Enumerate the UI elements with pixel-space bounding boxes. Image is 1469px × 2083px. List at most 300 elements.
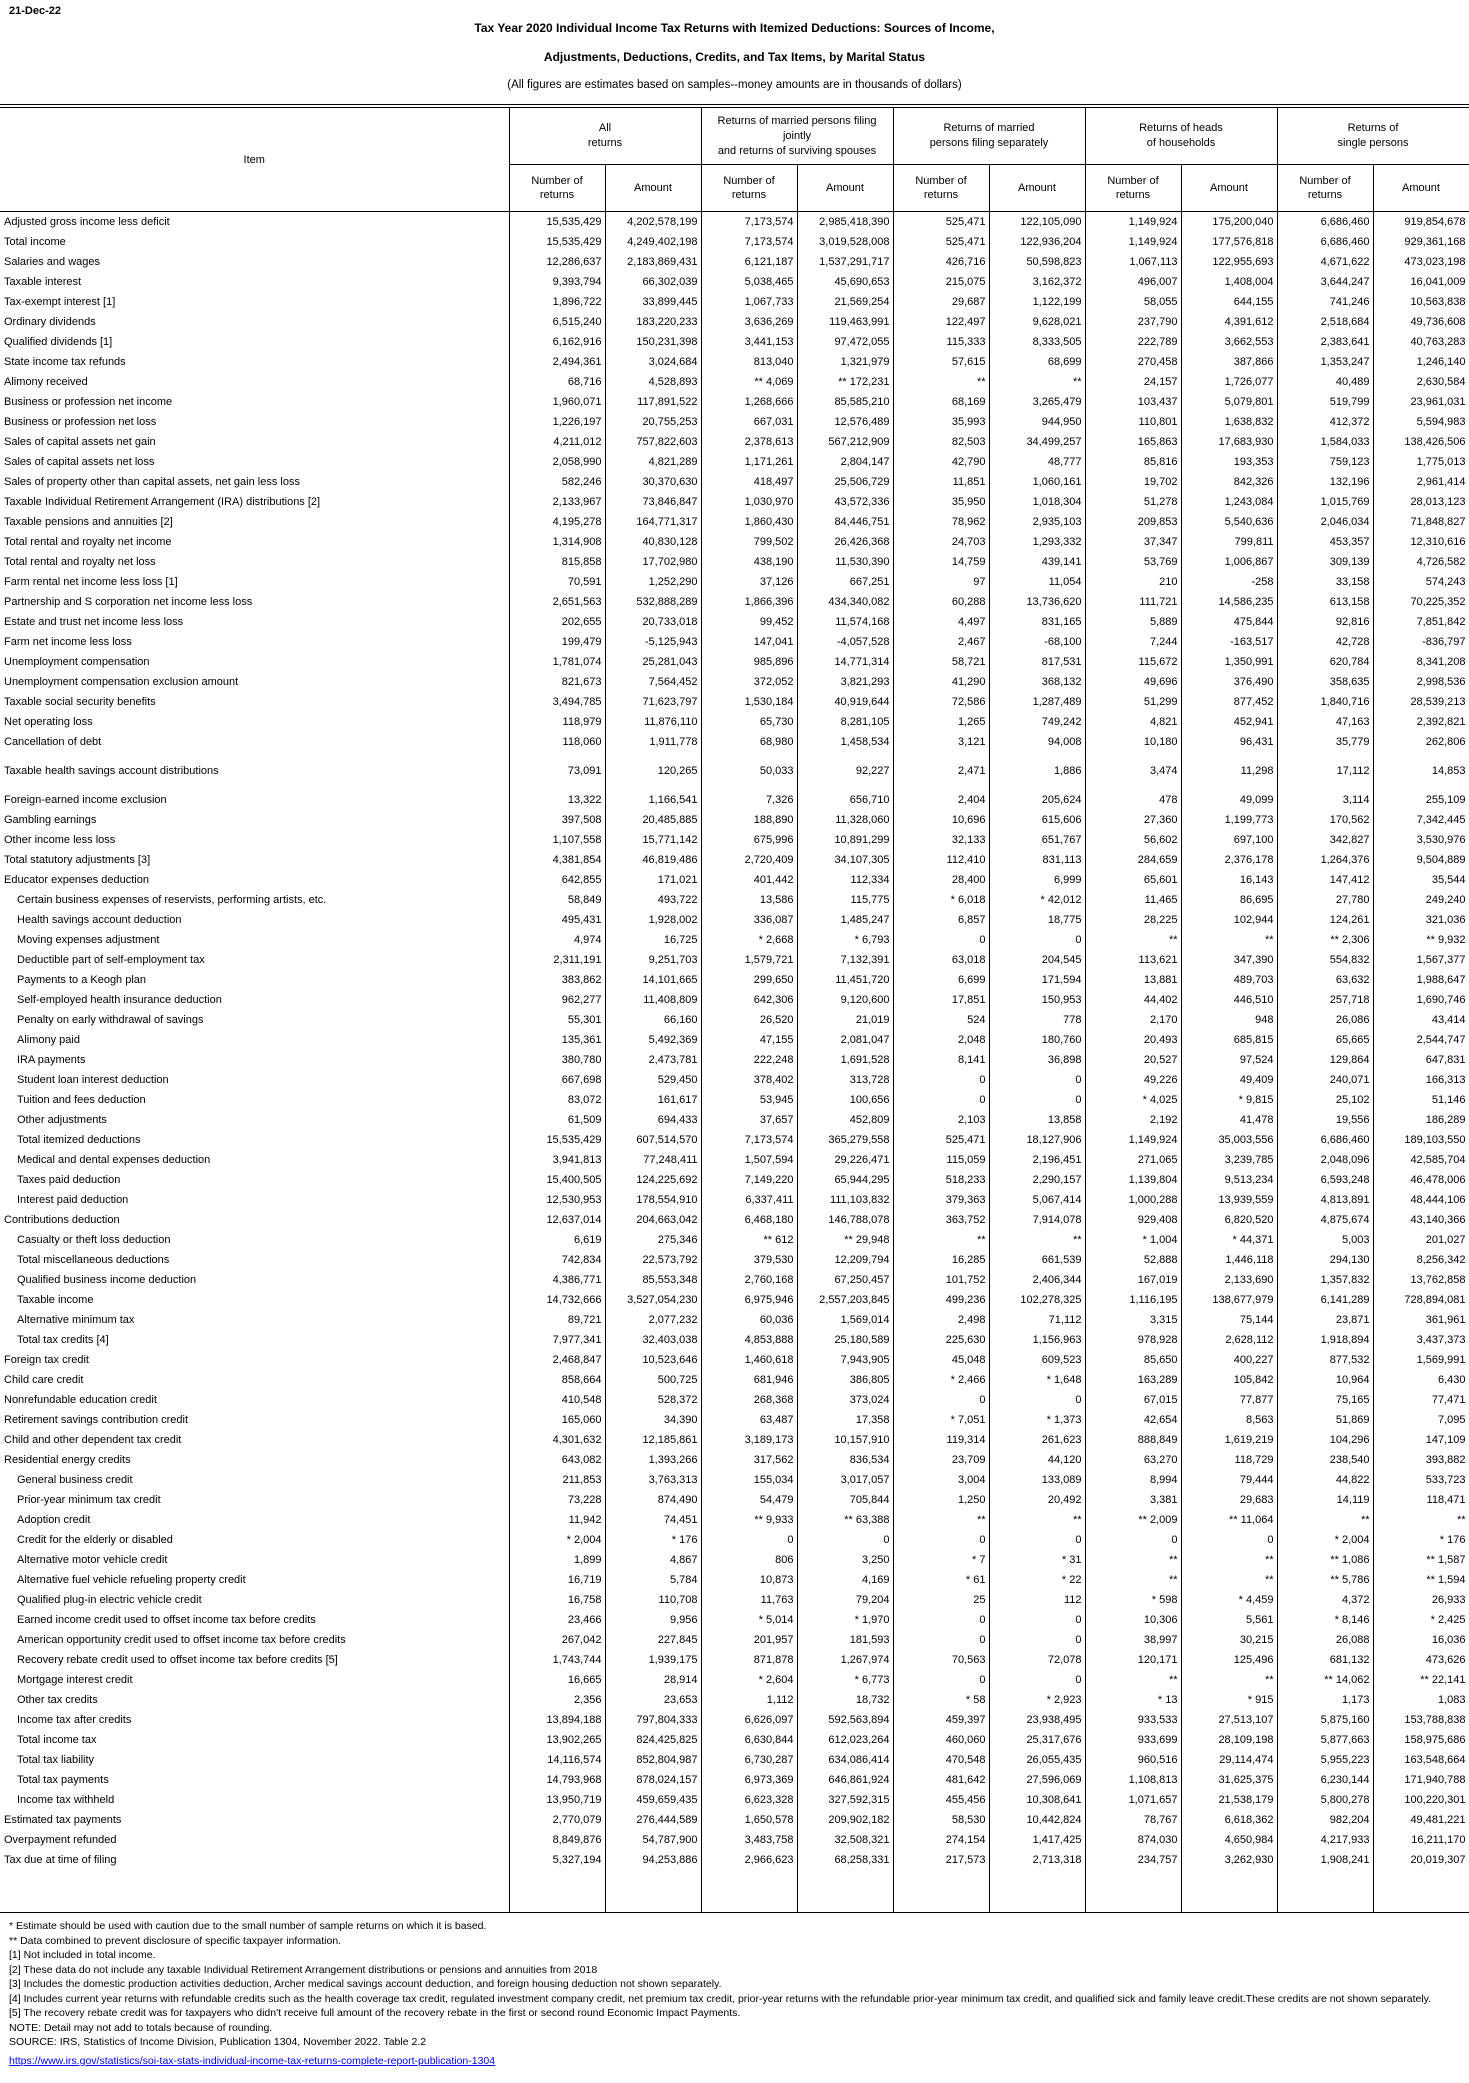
row-label: State income tax refunds (4, 356, 126, 368)
cell-value: ** (1181, 1670, 1277, 1690)
cell-value: 426,716 (893, 252, 989, 272)
cell-value: 0 (893, 1090, 989, 1110)
cell-value: 177,576,818 (1181, 232, 1277, 252)
cell-value: 2,196,451 (989, 1150, 1085, 1170)
cell-value: 85,816 (1085, 452, 1181, 472)
cell-value: 365,279,558 (797, 1130, 893, 1150)
table-row (0, 1070, 1469, 1090)
cell-value: 919,854,678 (1373, 212, 1469, 233)
cell-value: 26,088 (1277, 1630, 1373, 1650)
table-row (0, 890, 1469, 910)
cell-value: 1,112 (701, 1690, 797, 1710)
cell-value: 10,157,910 (797, 1430, 893, 1450)
cell-value: 112,410 (893, 850, 989, 870)
cell-value: 23,709 (893, 1450, 989, 1470)
cell-value: 122,936,204 (989, 232, 1085, 252)
table-row (0, 1610, 1469, 1630)
cell-value: ** (893, 1230, 989, 1250)
cell-value: 178,554,910 (605, 1190, 701, 1210)
table-row (0, 761, 1469, 781)
cell-value: 11,054 (989, 572, 1085, 592)
cell-value: 20,733,018 (605, 612, 701, 632)
cell-value: 70,225,352 (1373, 592, 1469, 612)
cell-value: 227,845 (605, 1630, 701, 1650)
row-label: Total tax liability (17, 1754, 95, 1766)
cell-value: * 6,018 (893, 890, 989, 910)
cell-value: 7,244 (1085, 632, 1181, 652)
table-row (0, 850, 1469, 870)
cell-value: 100,656 (797, 1090, 893, 1110)
cell-value: 37,657 (701, 1110, 797, 1130)
cell-value: 13,586 (701, 890, 797, 910)
cell-value: 42,790 (893, 452, 989, 472)
cell-value: 2,804,147 (797, 452, 893, 472)
cell-value (1181, 1870, 1277, 1913)
cell-value: 20,527 (1085, 1050, 1181, 1070)
cell-value: 67,015 (1085, 1390, 1181, 1410)
cell-value: 1,446,118 (1181, 1250, 1277, 1270)
row-label: Alimony received (4, 376, 88, 388)
cell-value: 7,132,391 (797, 950, 893, 970)
cell-value: 1,353,247 (1277, 352, 1373, 372)
spacer-row (0, 752, 1469, 761)
cell-value: 97,524 (1181, 1050, 1277, 1070)
cell-value: 122,105,090 (989, 212, 1085, 233)
row-label: Taxable social security benefits (4, 696, 156, 708)
cell-value: 124,261 (1277, 910, 1373, 930)
report-title-line-2: Adjustments, Deductions, Credits, and Tax Items, by Marital Status (543, 50, 926, 64)
cell-value: 222,248 (701, 1050, 797, 1070)
table-row (0, 272, 1469, 292)
cell-value: 3,162,372 (989, 272, 1085, 292)
row-label: Payments to a Keogh plan (17, 974, 147, 986)
cell-value (1085, 781, 1181, 790)
cell-value: 32,508,321 (797, 1830, 893, 1850)
cell-value: 11,298 (1181, 761, 1277, 781)
report-subtitle: (All figures are estimates based on samples--money amounts are in thousands of dollars) (507, 79, 962, 91)
cell-value: 30,215 (1181, 1630, 1277, 1650)
cell-value: 1,650,578 (701, 1810, 797, 1830)
report-title-line-1: Tax Year 2020 Individual Income Tax Returns with Itemized Deductions: Sources of Income, (474, 21, 995, 35)
cell-value: 97,472,055 (797, 332, 893, 352)
table-row (0, 432, 1469, 452)
cell-value: 2,170 (1085, 1010, 1181, 1030)
row-label: Certain business expenses of reservists, performing artists, etc. (17, 894, 327, 906)
cell-value: 8,994 (1085, 1470, 1181, 1490)
cell-value: 115,672 (1085, 652, 1181, 672)
cell-value: 705,844 (797, 1490, 893, 1510)
cell-value: 70,591 (509, 572, 605, 592)
cell-value: 0 (1085, 1530, 1181, 1550)
cell-value: 7,977,341 (509, 1330, 605, 1350)
cell-value: 1,264,376 (1277, 850, 1373, 870)
row-label: Other tax credits (17, 1694, 98, 1706)
cell-value: * 1,970 (797, 1610, 893, 1630)
cell-value: 65,730 (701, 712, 797, 732)
cell-value: 1,321,979 (797, 352, 893, 372)
cell-value: 73,846,847 (605, 492, 701, 512)
cell-value: 0 (989, 1610, 1085, 1630)
stats-table (0, 104, 1469, 1913)
cell-value: 363,752 (893, 1210, 989, 1230)
cell-value: 10,308,641 (989, 1790, 1085, 1810)
cell-value: 8,563 (1181, 1410, 1277, 1430)
cell-value: 77,877 (1181, 1390, 1277, 1410)
cell-value: 2,713,318 (989, 1850, 1085, 1870)
cell-value: 3,636,269 (701, 312, 797, 332)
cell-value: 171,021 (605, 870, 701, 890)
cell-value: 110,801 (1085, 412, 1181, 432)
cell-value: 2,081,047 (797, 1030, 893, 1050)
footnotes-block (9, 1920, 1464, 2050)
cell-value: 15,535,429 (509, 1130, 605, 1150)
cell-value: 6,973,369 (701, 1770, 797, 1790)
cell-value: 533,723 (1373, 1470, 1469, 1490)
cell-value: 65,601 (1085, 870, 1181, 890)
cell-value: 115,333 (893, 332, 989, 352)
cell-value: 43,414 (1373, 1010, 1469, 1030)
row-label: Total itemized deductions (17, 1134, 141, 1146)
cell-value: 22,573,792 (605, 1250, 701, 1270)
cell-value (1085, 1870, 1181, 1913)
row-label: Casualty or theft loss deduction (17, 1234, 171, 1246)
cell-value: 7,095 (1373, 1410, 1469, 1430)
cell-value: 78,767 (1085, 1810, 1181, 1830)
cell-value: 642,306 (701, 990, 797, 1010)
cell-value: 119,314 (893, 1430, 989, 1450)
row-label: Taxable health savings account distributions (4, 765, 219, 777)
cell-value: 1,030,970 (701, 492, 797, 512)
cell-value: 222,789 (1085, 332, 1181, 352)
cell-value: 51,869 (1277, 1410, 1373, 1430)
cell-value: 3,530,976 (1373, 830, 1469, 850)
cell-value: 28,914 (605, 1670, 701, 1690)
table-row (0, 930, 1469, 950)
cell-value: 524 (893, 1010, 989, 1030)
cell-value: 2,557,203,845 (797, 1290, 893, 1310)
cell-value: 146,788,078 (797, 1210, 893, 1230)
cell-value: 1,122,199 (989, 292, 1085, 312)
cell-value: 63,632 (1277, 970, 1373, 990)
row-label: Child care credit (4, 1374, 84, 1386)
table-row (0, 1710, 1469, 1730)
cell-value: 24,157 (1085, 372, 1181, 392)
cell-value: 2,935,103 (989, 512, 1085, 532)
cell-value: 13,939,559 (1181, 1190, 1277, 1210)
cell-value: 3,189,173 (701, 1430, 797, 1450)
row-label: Estimated tax payments (4, 1814, 122, 1826)
cell-value: 9,628,021 (989, 312, 1085, 332)
table-row (0, 1190, 1469, 1210)
cell-value (1277, 752, 1373, 761)
cell-value (1181, 781, 1277, 790)
cell-value: 53,769 (1085, 552, 1181, 572)
cell-value: 3,821,293 (797, 672, 893, 692)
cell-value: ** (1085, 1550, 1181, 1570)
cell-value: 13,894,188 (509, 1710, 605, 1730)
cell-value: 1,268,666 (701, 392, 797, 412)
cell-value: 117,891,522 (605, 392, 701, 412)
cell-value: ** 14,062 (1277, 1670, 1373, 1690)
cell-value: 2,494,361 (509, 352, 605, 372)
cell-value: 0 (989, 1390, 1085, 1410)
cell-value: 327,592,315 (797, 1790, 893, 1810)
row-label: Total miscellaneous deductions (17, 1254, 170, 1266)
row-label: Interest paid deduction (17, 1194, 129, 1206)
cell-value: 0 (893, 1530, 989, 1550)
row-label: Contributions deduction (4, 1214, 120, 1226)
cell-value: * 176 (605, 1530, 701, 1550)
cell-value: 2,383,641 (1277, 332, 1373, 352)
cell-value: 651,767 (989, 830, 1085, 850)
cell-value: * 2,004 (509, 1530, 605, 1550)
cell-value: 317,562 (701, 1450, 797, 1470)
subheader-number-of-returns-heads-of-households: Number of returns (1085, 165, 1181, 212)
table-row (0, 1570, 1469, 1590)
cell-value: 20,485,885 (605, 810, 701, 830)
cell-value: 2,544,747 (1373, 1030, 1469, 1050)
cell-value: 1,530,184 (701, 692, 797, 712)
cell-value (797, 1870, 893, 1913)
cell-value: 3,262,930 (1181, 1850, 1277, 1870)
cell-value: 60,036 (701, 1310, 797, 1330)
row-label: Foreign-earned income exclusion (4, 794, 167, 806)
cell-value: 9,393,794 (509, 272, 605, 292)
cell-value: 3,494,785 (509, 692, 605, 712)
table-row (0, 372, 1469, 392)
cell-value: 4,867 (605, 1550, 701, 1570)
cell-value: 878,024,157 (605, 1770, 701, 1790)
cell-value: 871,878 (701, 1650, 797, 1670)
cell-value: 6,593,248 (1277, 1170, 1373, 1190)
cell-value: 15,535,429 (509, 212, 605, 233)
cell-value: 3,315 (1085, 1310, 1181, 1330)
cell-value (701, 752, 797, 761)
cell-value: 65,944,295 (797, 1170, 893, 1190)
table-row (0, 1810, 1469, 1830)
cell-value: 4,821,289 (605, 452, 701, 472)
row-label: Total income (4, 236, 66, 248)
cell-value: 25 (893, 1590, 989, 1610)
subheader-number-of-returns-married-separate: Number of returns (893, 165, 989, 212)
cell-value: 2,133,967 (509, 492, 605, 512)
cell-value: 525,471 (893, 232, 989, 252)
cell-value: 43,572,336 (797, 492, 893, 512)
cell-value: 1,243,084 (1181, 492, 1277, 512)
cell-value: 410,548 (509, 1390, 605, 1410)
cell-value: 112 (989, 1590, 1085, 1610)
cell-value: 199,479 (509, 632, 605, 652)
table-row (0, 552, 1469, 572)
cell-value: 5,800,278 (1277, 1790, 1373, 1810)
cell-value: * 42,012 (989, 890, 1085, 910)
cell-value: 34,499,257 (989, 432, 1085, 452)
table-row (0, 1150, 1469, 1170)
cell-value: 10,442,824 (989, 1810, 1085, 1830)
cell-value: 204,545 (989, 950, 1085, 970)
cell-value (1373, 781, 1469, 790)
cell-value: 211,853 (509, 1470, 605, 1490)
cell-value: 1,015,769 (1277, 492, 1373, 512)
cell-value: 28,013,123 (1373, 492, 1469, 512)
row-label: Total income tax (17, 1734, 97, 1746)
cell-value: * 2,923 (989, 1690, 1085, 1710)
cell-value: 1,149,924 (1085, 1130, 1181, 1150)
cell-value: * 6,793 (797, 930, 893, 950)
cell-value: 1,908,241 (1277, 1850, 1373, 1870)
cell-value: ** (893, 372, 989, 392)
cell-value: 27,596,069 (989, 1770, 1085, 1790)
cell-value: 3,265,479 (989, 392, 1085, 412)
cell-value: 1,246,140 (1373, 352, 1469, 372)
cell-value: ** (1085, 1570, 1181, 1590)
cell-value: 2,770,079 (509, 1810, 605, 1830)
table-row (0, 292, 1469, 312)
cell-value: ** 11,064 (1181, 1510, 1277, 1530)
cell-value: 96,431 (1181, 732, 1277, 752)
cell-value: 615,606 (989, 810, 1085, 830)
cell-value: 9,120,600 (797, 990, 893, 1010)
cell-value: 49,736,608 (1373, 312, 1469, 332)
table-row (0, 1230, 1469, 1250)
cell-value: 50,598,823 (989, 252, 1085, 272)
row-label: Income tax withheld (17, 1794, 115, 1806)
table-row (0, 910, 1469, 930)
cell-value: 667,698 (509, 1070, 605, 1090)
cell-value: 72,586 (893, 692, 989, 712)
cell-value (797, 752, 893, 761)
subheader-amount-single: Amount (1373, 165, 1469, 212)
cell-value: 217,573 (893, 1850, 989, 1870)
row-label: American opportunity credit used to offset income tax before credits (17, 1634, 346, 1646)
row-label: Sales of capital assets net gain (4, 436, 156, 448)
cell-value: 189,103,550 (1373, 1130, 1469, 1150)
cell-value: 358,635 (1277, 672, 1373, 692)
cell-value: 262,806 (1373, 732, 1469, 752)
cell-value: 3,441,153 (701, 332, 797, 352)
cell-value: 85,585,210 (797, 392, 893, 412)
table-row (0, 352, 1469, 372)
cell-value: 204,663,042 (605, 1210, 701, 1230)
cell-value: 35,993 (893, 412, 989, 432)
cell-value: 135,361 (509, 1030, 605, 1050)
cell-value: 21,019 (797, 1010, 893, 1030)
cell-value: 321,036 (1373, 910, 1469, 930)
cell-value (701, 1870, 797, 1913)
cell-value: 113,621 (1085, 950, 1181, 970)
cell-value: 2,471 (893, 761, 989, 781)
cell-value: 1,267,974 (797, 1650, 893, 1670)
cell-value: 10,563,838 (1373, 292, 1469, 312)
cell-value: 778 (989, 1010, 1085, 1030)
cell-value: 36,898 (989, 1050, 1085, 1070)
row-label (0, 1870, 509, 1913)
cell-value: 1,417,425 (989, 1830, 1085, 1850)
row-label: Unemployment compensation exclusion amount (4, 676, 239, 688)
cell-value: 138,677,979 (1181, 1290, 1277, 1310)
cell-value: 379,363 (893, 1190, 989, 1210)
row-label: Total rental and royalty net loss (4, 556, 156, 568)
cell-value: 1,156,963 (989, 1330, 1085, 1350)
cell-value: 473,023,198 (1373, 252, 1469, 272)
table-row (0, 232, 1469, 252)
cell-value: 9,513,234 (1181, 1170, 1277, 1190)
cell-value: 47,155 (701, 1030, 797, 1050)
cell-value: 0 (989, 1630, 1085, 1650)
cell-value: 694,433 (605, 1110, 701, 1130)
cell-value: 27,513,107 (1181, 1710, 1277, 1730)
cell-value: 1,018,304 (989, 492, 1085, 512)
cell-value: 1,567,377 (1373, 950, 1469, 970)
table-row (0, 1690, 1469, 1710)
cell-value: 19,556 (1277, 1110, 1373, 1130)
cell-value: 14,586,235 (1181, 592, 1277, 612)
cell-value: 8,141 (893, 1050, 989, 1070)
cell-value: 817,531 (989, 652, 1085, 672)
table-row (0, 1490, 1469, 1510)
cell-value: 7,173,574 (701, 1130, 797, 1150)
cell-value: 1,960,071 (509, 392, 605, 412)
cell-value: 0 (893, 1630, 989, 1650)
cell-value: * 58 (893, 1690, 989, 1710)
table-row (0, 1530, 1469, 1550)
cell-value: ** (1277, 1510, 1373, 1530)
table-row (0, 572, 1469, 592)
cell-value: 68,980 (701, 732, 797, 752)
cell-value: 1,569,014 (797, 1310, 893, 1330)
cell-value: 65,665 (1277, 1030, 1373, 1050)
source-link[interactable]: https://www.irs.gov/statistics/soi-tax-stats-individual-income-tax-returns-complete-report-publication-1304 (9, 2054, 496, 2067)
cell-value: 147,412 (1277, 870, 1373, 890)
cell-value: 10,873 (701, 1570, 797, 1590)
row-label: Qualified plug-in electric vehicle credit (17, 1594, 202, 1606)
row-label: Health savings account deduction (17, 914, 182, 926)
table-row (0, 672, 1469, 692)
cell-value: 6,162,916 (509, 332, 605, 352)
cell-value: 929,408 (1085, 1210, 1181, 1230)
cell-value: 4,249,402,198 (605, 232, 701, 252)
cell-value: 3,121 (893, 732, 989, 752)
table-row (0, 412, 1469, 432)
cell-value: ** 9,933 (701, 1510, 797, 1530)
item-column-header: Item (0, 106, 509, 212)
cell-value: 58,721 (893, 652, 989, 672)
cell-value: 4,372 (1277, 1590, 1373, 1610)
table-row (0, 1130, 1469, 1150)
cell-value: 1,060,161 (989, 472, 1085, 492)
cell-value: * 9,815 (1181, 1090, 1277, 1110)
row-label: Recovery rebate credit used to offset income tax before credits [5] (17, 1654, 338, 1666)
cell-value: 201,027 (1373, 1230, 1469, 1250)
cell-value: 58,849 (509, 890, 605, 910)
cell-value: 124,225,692 (605, 1170, 701, 1190)
cell-value: 215,075 (893, 272, 989, 292)
cell-value: 1,107,558 (509, 830, 605, 850)
cell-value (701, 781, 797, 790)
cell-value (1277, 781, 1373, 790)
cell-value: 0 (989, 930, 1085, 950)
row-label: Tuition and fees deduction (17, 1094, 146, 1106)
cell-value: 567,212,909 (797, 432, 893, 452)
cell-value: 681,946 (701, 1370, 797, 1390)
cell-value: * 915 (1181, 1690, 1277, 1710)
cell-value: 44,822 (1277, 1470, 1373, 1490)
cell-value: 11,328,060 (797, 810, 893, 830)
cell-value: 28,539,213 (1373, 692, 1469, 712)
cell-value: 0 (989, 1530, 1085, 1550)
cell-value: 165,863 (1085, 432, 1181, 452)
cell-value: 50,033 (701, 761, 797, 781)
